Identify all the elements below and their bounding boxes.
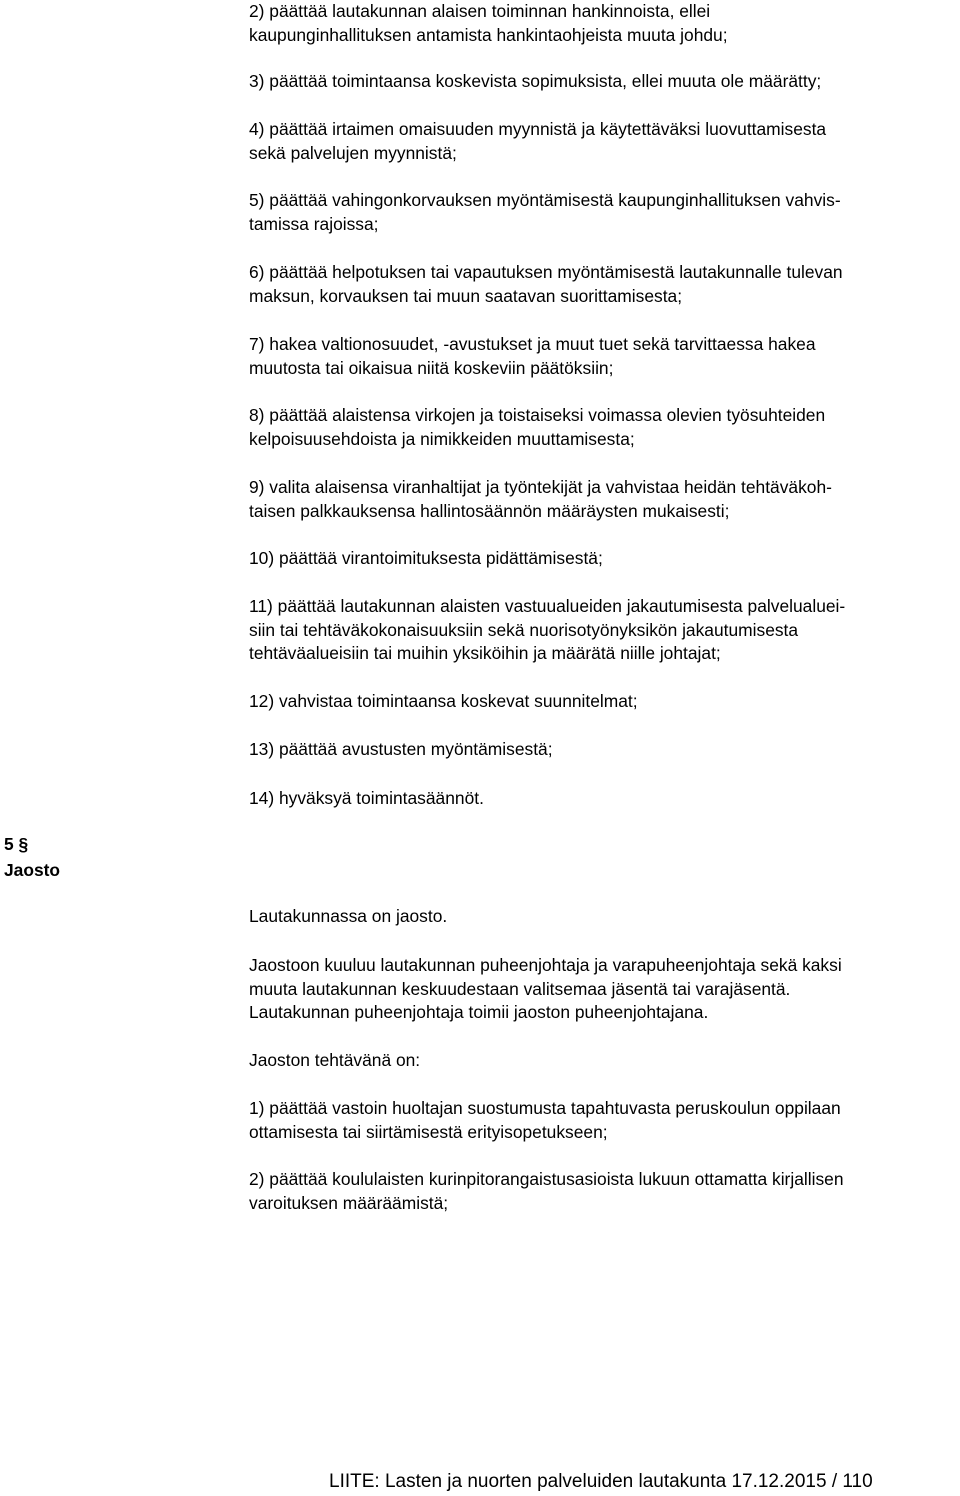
text-line: 12) vahvistaa toimintaansa koskevat suunnitelmat;: [249, 691, 638, 711]
text-line: sekä palvelujen myynnistä;: [249, 142, 457, 163]
text-line: 2) päättää koululaisten kurinpitorangaistusasioista lukuun ottamatta kirjallisen: [249, 1169, 844, 1189]
list-item: [249, 595, 957, 666]
text-line: muuta lautakunnan keskuudestaan valitsemaa jäsentä tai varajäsentä.: [249, 978, 791, 999]
section-paragraph: [249, 905, 957, 929]
text-line: 13) päättää avustusten myöntämisestä;: [249, 739, 553, 759]
page-footer: LIITE: Lasten ja nuorten palveluiden lautakunta 17.12.2015 / 110: [329, 1471, 873, 1492]
text-line: varoituksen määräämistä;: [249, 1192, 449, 1213]
text-line: 7) hakea valtionosuudet, -avustukset ja muut tuet sekä tarvittaessa hakea: [249, 334, 816, 354]
list-item: [249, 476, 957, 523]
text-line: Lautakunnassa on jaosto.: [249, 906, 448, 926]
text-line: 3) päättää toimintaansa koskevista sopimuksista, ellei muuta ole määrätty;: [249, 71, 822, 91]
text-line: 8) päättää alaistensa virkojen ja toistaiseksi voimassa olevien työsuhteiden: [249, 405, 826, 425]
list-item: [249, 404, 957, 451]
section-title: Jaosto: [4, 860, 61, 880]
list-item: [249, 690, 957, 714]
text-line: 11) päättää lautakunnan alaisten vastuualueiden jakautumisesta palvelualuei-: [249, 596, 846, 616]
list-item: [249, 333, 957, 380]
text-line: 5) päättää vahingonkorvauksen myöntämisestä kaupunginhallituksen vahvis-: [249, 190, 841, 210]
text-line: Lautakunnan puheenjohtaja toimii jaoston puheenjohtajana.: [249, 1002, 709, 1022]
text-line: tehtäväalueisiin tai muihin yksiköihin ja määrätä niille johtajat;: [249, 643, 721, 663]
text-line: 6) päättää helpotuksen tai vapautuksen myöntämisestä lautakunnalle tulevan: [249, 262, 843, 282]
text-line: ottamisesta tai siirtämisestä erityisopetukseen;: [249, 1121, 608, 1142]
list-item: [249, 118, 957, 165]
list-item: [249, 0, 957, 47]
text-line: maksun, korvauksen tai muun saatavan suorittamisesta;: [249, 285, 683, 306]
text-line: 14) hyväksyä toimintasäännöt.: [249, 788, 484, 808]
text-line: 9) valita alaisensa viranhaltijat ja työntekijät ja vahvistaa heidän tehtäväkoh-: [249, 477, 832, 497]
section-paragraph: [249, 1168, 957, 1215]
section-paragraph: [249, 1097, 957, 1144]
text-line: kelpoisuusehdoista ja nimikkeiden muuttamisesta;: [249, 428, 635, 449]
section-heading: [4, 831, 60, 883]
section-paragraph: [249, 1049, 957, 1073]
text-line: 4) päättää irtaimen omaisuuden myynnistä ja käytettäväksi luovuttamisesta: [249, 119, 827, 139]
text-line: taisen palkkauksensa hallintosäännön määräysten mukaisesti;: [249, 500, 730, 521]
text-line: 10) päättää virantoimituksesta pidättämisestä;: [249, 548, 603, 568]
list-item: [249, 70, 957, 94]
text-line: Jaostoon kuuluu lautakunnan puheenjohtaja ja varapuheenjohtaja sekä kaksi: [249, 955, 842, 975]
section-paragraph: [249, 954, 957, 1025]
text-line: siin tai tehtäväkokonaisuuksiin sekä nuorisotyönyksikön jakautumisesta: [249, 619, 799, 640]
text-line: kaupunginhallituksen antamista hankintaohjeista muuta johdu;: [249, 24, 728, 45]
text-line: 2) päättää lautakunnan alaisen toiminnan hankinnoista, ellei: [249, 1, 711, 21]
list-item: [249, 738, 957, 762]
list-item: [249, 261, 957, 308]
text-line: 1) päättää vastoin huoltajan suostumusta tapahtuvasta peruskoulun oppilaan: [249, 1098, 841, 1118]
list-item: [249, 547, 957, 571]
list-item: [249, 189, 957, 236]
text-line: Jaoston tehtävänä on:: [249, 1050, 421, 1070]
section-number: 5 §: [4, 834, 29, 854]
text-line: tamissa rajoissa;: [249, 213, 379, 234]
text-line: muutosta tai oikaisua niitä koskeviin päätöksiin;: [249, 357, 614, 378]
list-item: [249, 787, 957, 811]
